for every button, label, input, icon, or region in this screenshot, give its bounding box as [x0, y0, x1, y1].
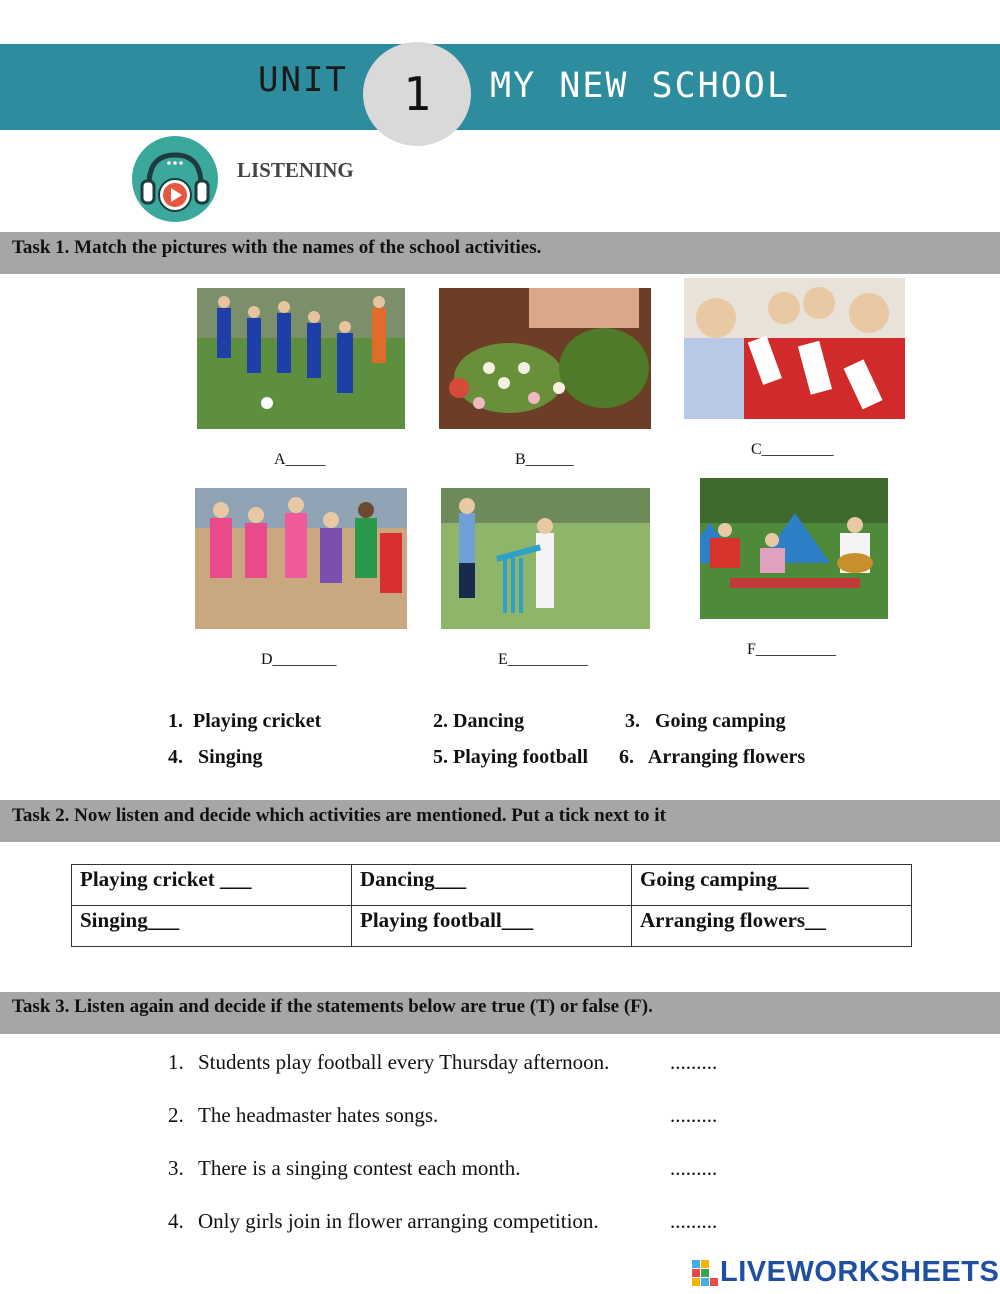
tick-cell-arranging-flowers[interactable]: Arranging flowers__: [632, 906, 912, 947]
option-label: Arranging flowers: [647, 746, 806, 768]
option-label: Going camping: [655, 710, 786, 732]
option-label: Playing cricket: [193, 710, 322, 732]
logo-text: LIVEWORKSHEETS: [720, 1256, 1000, 1288]
option-2: [433, 710, 524, 733]
logo-cubes-icon: [692, 1260, 718, 1286]
unit-number-badge: [363, 42, 471, 146]
section-label: LISTENING: [237, 158, 354, 182]
statement-1: [168, 1050, 609, 1075]
unit-title: MY NEW SCHOOL: [490, 66, 790, 106]
flowers-image: [439, 288, 651, 429]
option-number: 6.: [619, 746, 634, 768]
statement-text: Only girls join in flower arranging competition.: [198, 1209, 599, 1233]
answer-blank-4[interactable]: .........: [670, 1209, 718, 1233]
unit-number: 1: [403, 67, 431, 121]
task1-instruction: Task 1. Match the pictures with the names of the school activities.: [12, 237, 542, 258]
task2-instruction: Task 2. Now listen and decide which activities are mentioned. Put a tick next to it: [12, 805, 666, 826]
camping-image: [700, 478, 888, 619]
statement-2: [168, 1103, 438, 1128]
statement-4: [168, 1209, 599, 1234]
tick-table: [71, 864, 912, 947]
tick-cell-playing-cricket[interactable]: Playing cricket ___: [72, 865, 352, 906]
picture-caption-f[interactable]: F__________: [747, 641, 836, 658]
headphones-icon: [131, 135, 219, 223]
statement-text: Students play football every Thursday afternoon.: [198, 1050, 610, 1074]
liveworksheets-logo[interactable]: [692, 1256, 999, 1289]
task3-instruction: Task 3. Listen again and decide if the statements below are true (T) or false (F).: [12, 996, 653, 1017]
option-number: 4.: [168, 746, 183, 768]
table-row: [72, 906, 912, 947]
tick-cell-dancing[interactable]: Dancing___: [352, 865, 632, 906]
cricket-image: [441, 488, 650, 629]
tick-cell-playing-football[interactable]: Playing football___: [352, 906, 632, 947]
statement-text: There is a singing contest each month.: [198, 1156, 521, 1180]
statement-text: The headmaster hates songs.: [198, 1103, 439, 1127]
statement-number: 4.: [168, 1209, 184, 1233]
option-number: 2.: [433, 710, 448, 732]
picture-caption-e[interactable]: E__________: [498, 651, 588, 668]
option-label: Dancing: [453, 710, 525, 732]
option-1: [168, 710, 321, 733]
tick-cell-singing[interactable]: Singing___: [72, 906, 352, 947]
table-row: [72, 865, 912, 906]
option-4: [168, 746, 262, 769]
option-number: 5.: [433, 746, 448, 768]
option-6: [619, 746, 805, 769]
option-number: 1.: [168, 710, 183, 732]
picture-caption-a[interactable]: A_____: [274, 451, 326, 468]
singing-image: [684, 278, 905, 419]
unit-word: UNIT: [258, 60, 348, 100]
statement-number: 2.: [168, 1103, 184, 1127]
option-3: [625, 710, 786, 733]
answer-blank-1[interactable]: .........: [670, 1050, 718, 1074]
picture-caption-b[interactable]: B______: [515, 451, 574, 468]
statement-number: 3.: [168, 1156, 184, 1180]
statement-number: 1.: [168, 1050, 184, 1074]
dancing-image: [195, 488, 407, 629]
answer-blank-3[interactable]: .........: [670, 1156, 718, 1180]
statement-3: [168, 1156, 521, 1181]
picture-caption-d[interactable]: D________: [261, 651, 337, 668]
tick-cell-going-camping[interactable]: Going camping___: [632, 865, 912, 906]
option-label: Singing: [198, 746, 263, 768]
option-label: Playing football: [453, 746, 589, 768]
football-image: [197, 288, 405, 429]
option-5: [433, 746, 588, 769]
answer-blank-2[interactable]: .........: [670, 1103, 718, 1127]
picture-caption-c[interactable]: C_________: [751, 441, 834, 458]
option-number: 3.: [625, 710, 640, 732]
